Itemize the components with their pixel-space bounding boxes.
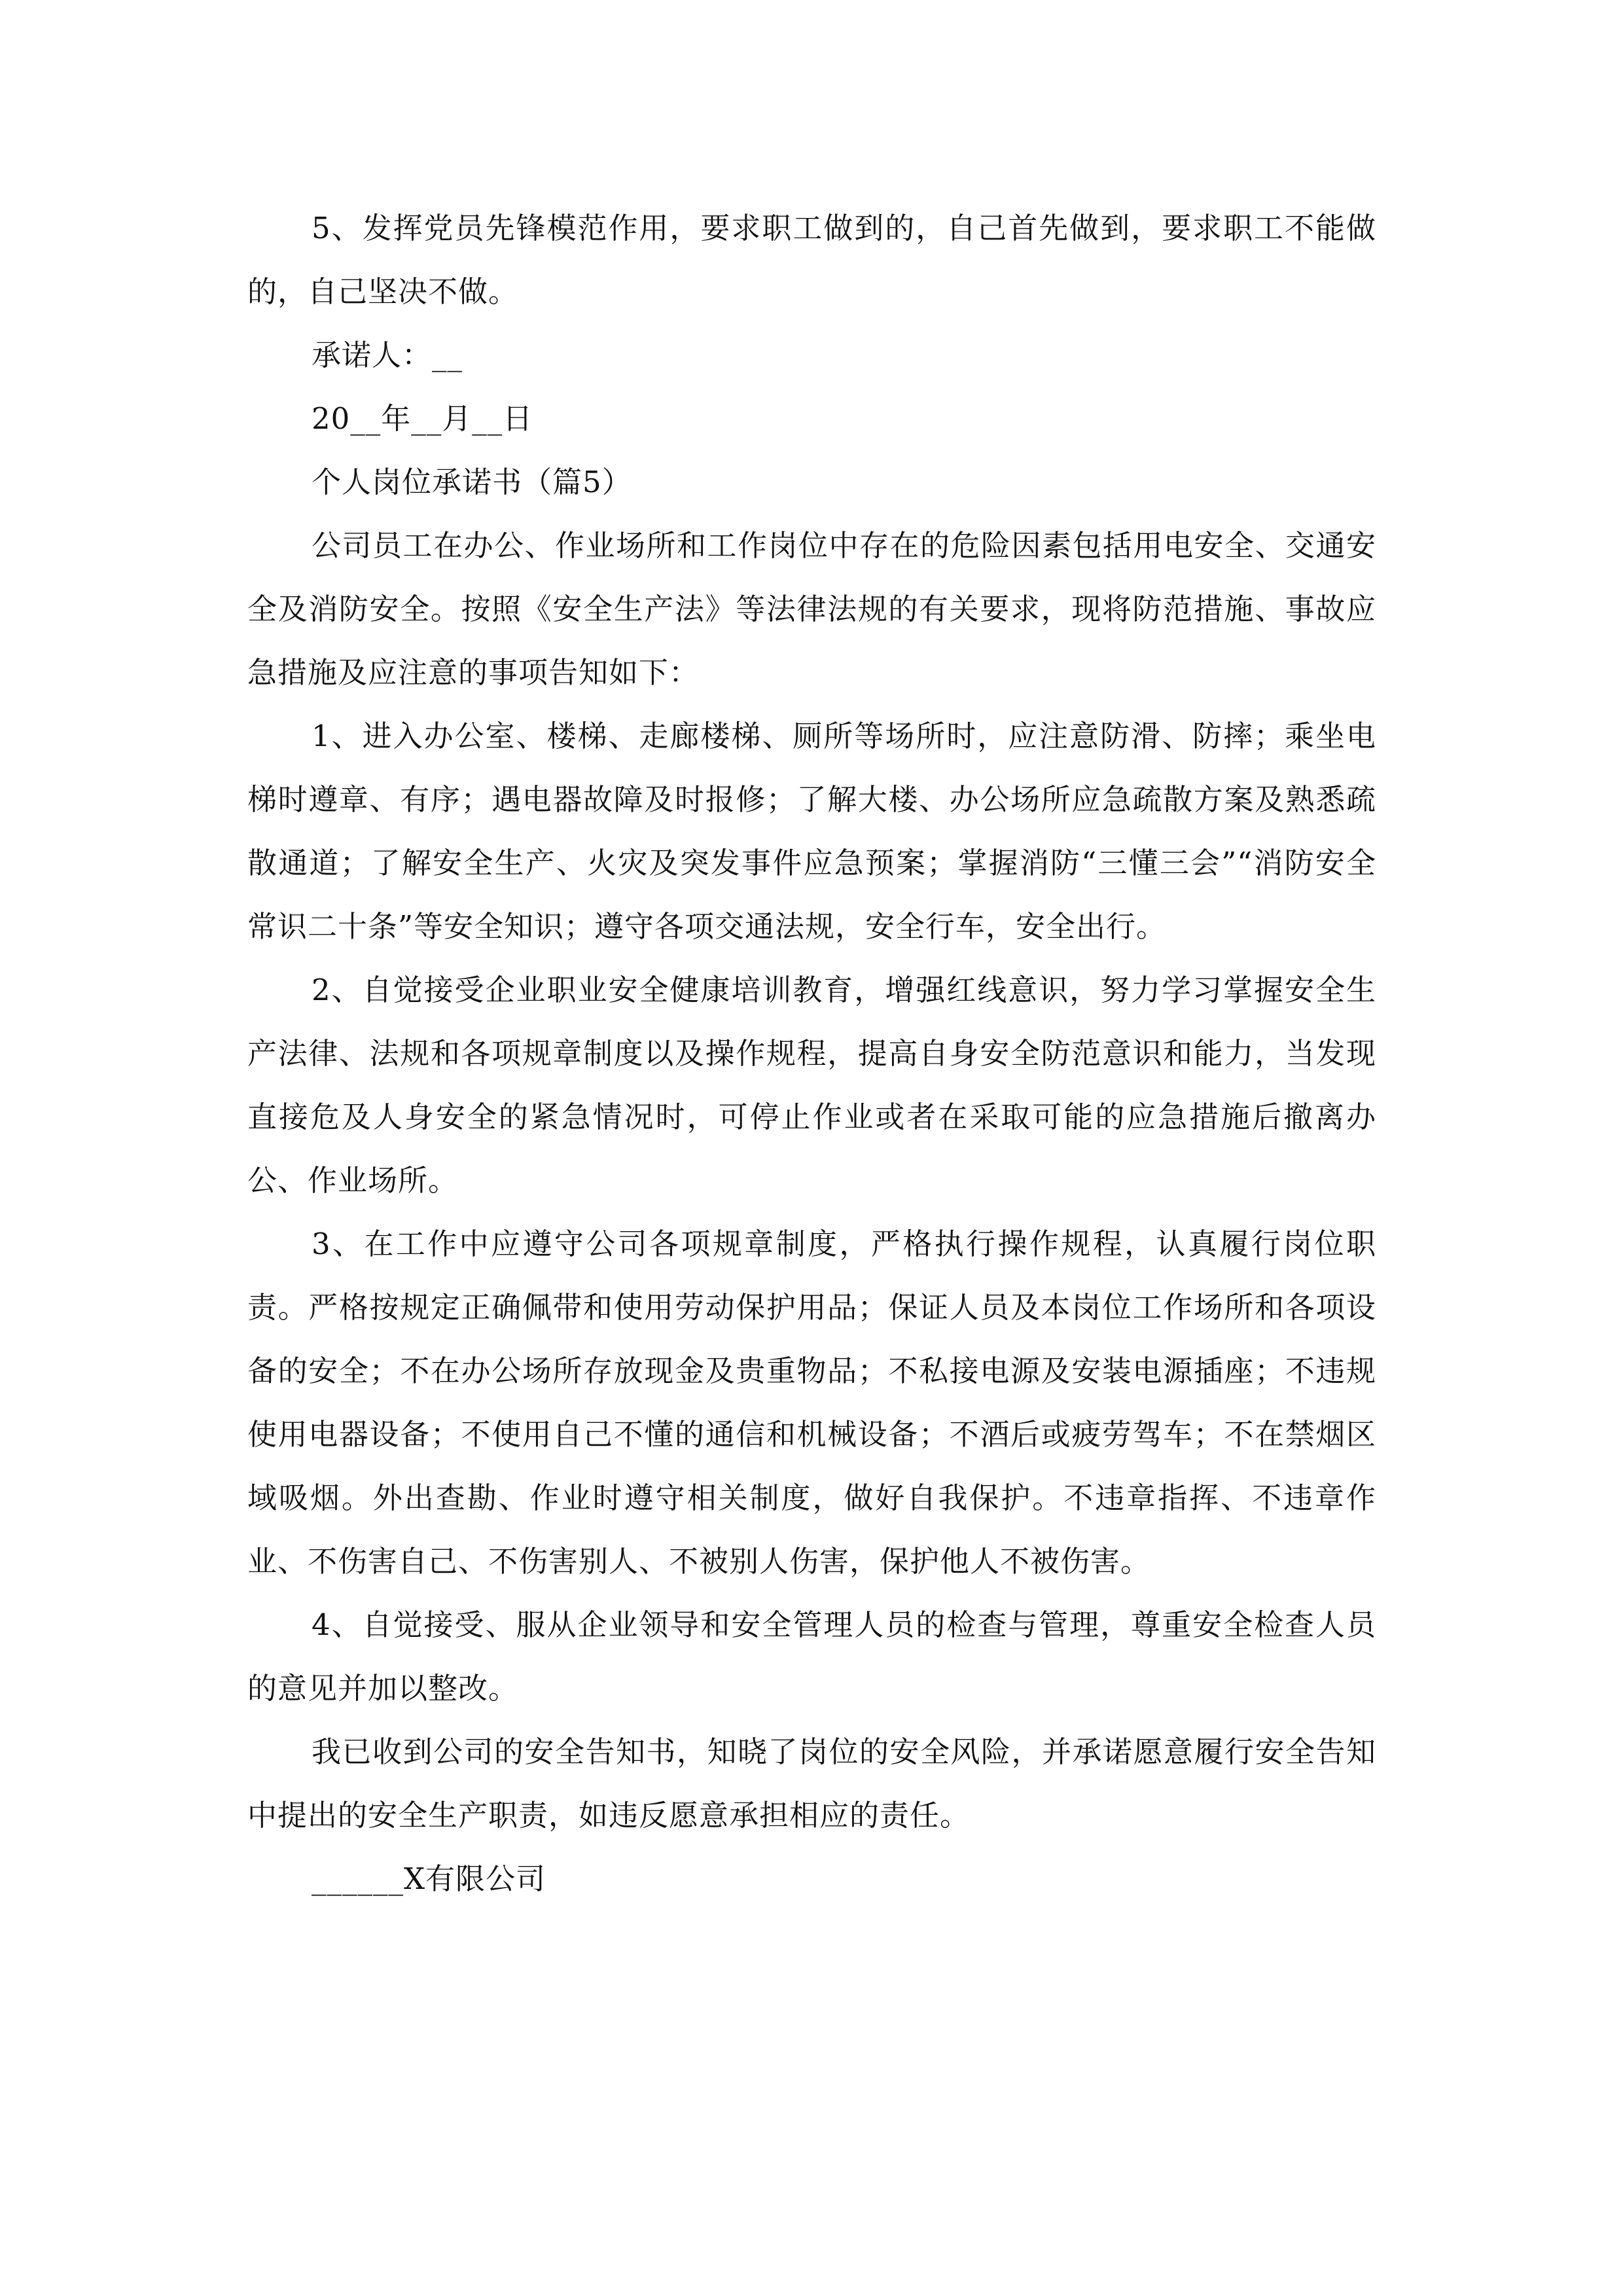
company-line: ______X有限公司 xyxy=(312,1861,546,1896)
paragraph-item-5: 5、发挥党员先锋模范作用，要求职工做到的，自己首先做到，要求职工不能做的，自己坚决不做。 xyxy=(247,211,1376,309)
section-title: 个人岗位承诺书（篇5） xyxy=(312,465,632,499)
document-page xyxy=(247,196,1376,1910)
date-line: 20__年__月__日 xyxy=(312,401,533,436)
paragraph-item-2: 2、自觉接受企业职业安全健康培训教育，增强红线意识，努力学习掌握安全生产法律、法规和各项规章制度以及操作规程，提高自身安全防范意识和能力，当发现直接危及人身安全的紧急情况时，可停止作业或者在采取可能的应急措施后撤离办公、作业场所。 xyxy=(247,973,1376,1198)
promisor-line: 承诺人：__ xyxy=(312,338,463,372)
acknowledgement-paragraph: 我已收到公司的安全告知书，知晓了岗位的安全风险，并承诺愿意履行安全告知中提出的安全生产职责，如违反愿意承担相应的责任。 xyxy=(247,1734,1376,1833)
intro-paragraph: 公司员工在办公、作业场所和工作岗位中存在的危险因素包括用电安全、交通安全及消防安全。按照《安全生产法》等法律法规的有关要求，现将防范措施、事故应急措施及应注意的事项告知如下： xyxy=(247,528,1376,690)
paragraph-item-3: 3、在工作中应遵守公司各项规章制度，严格执行操作规程，认真履行岗位职责。严格按规定正确佩带和使用劳动保护用品；保证人员及本岗位工作场所和各项设备的安全；不在办公场所存放现金及贵重物品；不私接电源及安装电源插座；不违规使用电器设备；不使用自己不懂的通信和机械设备；不酒后或疲劳驾车；不在禁烟区域吸烟。外出查勘、作业时遵守相关制度，做好自我保护。不违章指挥、不违章作业、不伤害自己、不伤害别人、不被别人伤害，保护他人不被伤害。 xyxy=(247,1227,1376,1579)
paragraph-item-1: 1、进入办公室、楼梯、走廊楼梯、厕所等场所时，应注意防滑、防摔；乘坐电梯时遵章、有序；遇电器故障及时报修；了解大楼、办公场所应急疏散方案及熟悉疏散通道；了解安全生产、火灾及突发事件应急预案；掌握消防“三懂三会”“消防安全常识二十条”等安全知识；遵守各项交通法规，安全行车，安全出行。 xyxy=(247,719,1376,944)
paragraph-item-4: 4、自觉接受、服从企业领导和安全管理人员的检查与管理，尊重安全检查人员的意见并加以整改。 xyxy=(247,1607,1376,1706)
